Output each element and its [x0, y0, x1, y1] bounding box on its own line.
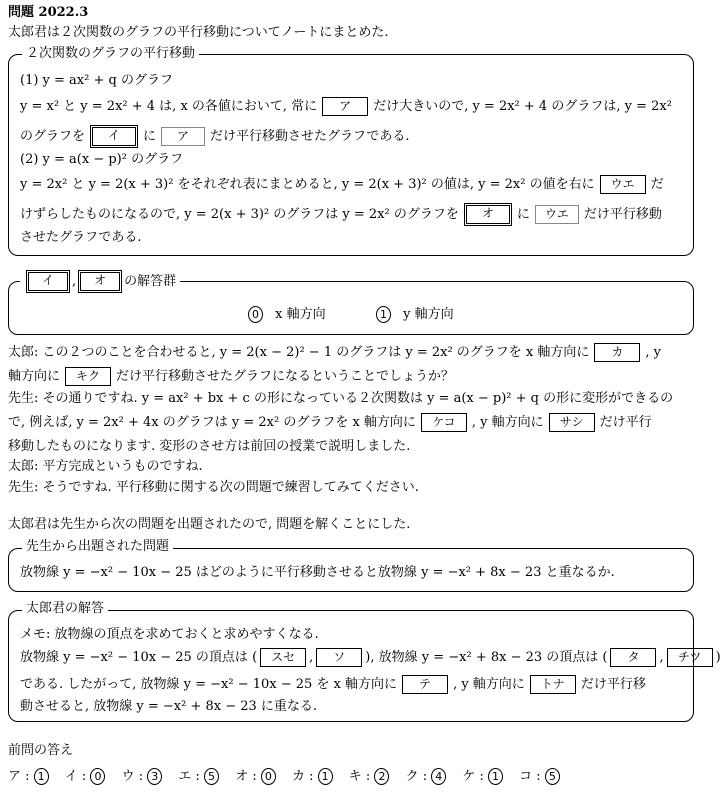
prev-answer-label: ケ : [462, 769, 484, 784]
intro-text: 太郎君は２次関数のグラフの平行移動についてノートにまとめた. [8, 25, 389, 40]
solution-line-2-b: ), 放物線 y = −x² + 8x − 23 の頂点は ( [365, 650, 608, 665]
answer-box-ta[interactable]: タ [610, 648, 656, 667]
solution-line-3-a: である. したがって, 放物線 y = −x² − 10x − 25 を x 軸方向に [20, 677, 398, 692]
prev-answer-value: 0 [90, 768, 105, 785]
dialogue-taro-2-b: だけ平行移動させたグラフになるということでしょうか？ [116, 369, 455, 384]
solution-line-3-c: だけ平行移 [580, 677, 646, 692]
dialogue-sensei-2-b: , y 軸方向に [471, 415, 544, 430]
prev-answer-value: 1 [318, 768, 333, 785]
solution-line-2-a: 放物線 y = −x² − 10x − 25 の頂点は ( [20, 650, 258, 665]
dialogue-taro-3: 太郎: 平方完成というものですね. [8, 459, 203, 474]
note-line-7: させたグラフである. [20, 230, 142, 245]
note-panel-title: ２次関数のグラフの平行移動 [22, 45, 199, 63]
dialogue-sensei-1: 先生: その通りですね. y = ax² + bx + c の形になっている２次関数は y = a(x − p)² + q の形に変形ができるの [8, 391, 674, 406]
choice-0-number: 0 [248, 306, 263, 323]
answer-box-keko[interactable]: ケコ [421, 413, 467, 432]
solution-line-1: メモ: 放物線の頂点を求めておくと求めやすくなる. [20, 627, 319, 642]
dialogue-sensei-2-a: で, 例えば, y = 2x² + 4x のグラフは y = 2x² のグラフを x 軸方向に [8, 415, 416, 430]
note-line-2 [20, 96, 672, 118]
prev-answer-label: カ : [291, 769, 314, 784]
prev-answer-e [178, 769, 219, 784]
answer-box-tona[interactable]: トナ [530, 675, 576, 694]
dialogue-taro-1-a: 太郎: この２つのことを合わせると, y = 2(x − 2)² − 1 のグラフは y = 2x² のグラフを x 軸方向に [8, 345, 590, 360]
solution-line-3-b: , y 軸方向に [453, 677, 525, 692]
answer-box-kiku[interactable]: キク [65, 367, 111, 386]
answer-box-sashi[interactable]: サシ [549, 413, 595, 432]
note-line-5-a: y = 2x² と y = 2(x + 3)² をそれぞれ表にまとめると, y = 2(x + 3)² の値は, y = 2x² の値を右に [20, 177, 595, 192]
prev-answer-value: 1 [34, 768, 49, 785]
solution-comma-1: , [309, 650, 314, 665]
answer-box-te[interactable]: テ [402, 675, 448, 694]
choices-box-o: オ [78, 270, 122, 293]
choices-panel-title [20, 270, 180, 293]
problem-panel-title: 先生から出題された問題 [22, 538, 173, 556]
note-line-1: (1) y = ax² + q のグラフ [20, 73, 173, 88]
prev-answer-label: エ : [178, 769, 200, 784]
solution-comma-2: , [659, 650, 664, 665]
previous-answers-title: 前問の答え [8, 743, 74, 758]
choice-1-number: 1 [376, 306, 391, 323]
prev-answer-label: キ : [348, 769, 371, 784]
note-line-2-b: だけ大きいので, y = 2x² + 4 のグラフは, y = 2x² [373, 99, 672, 114]
note-line-5 [20, 174, 664, 196]
choice-0-text: x 軸方向 [275, 307, 326, 322]
choice-1-text: y 軸方向 [403, 307, 454, 322]
prev-answer-value: 3 [147, 768, 162, 785]
prev-answer-ko [519, 769, 560, 784]
dialogue-sensei-3: 移動したものになります. 変形のさせ方は前回の授業で説明しました. [8, 439, 411, 454]
dialogue-sensei-2-c: だけ平行 [599, 415, 652, 430]
prev-answer-label: イ : [64, 769, 87, 784]
previous-answers-row [8, 766, 572, 788]
prev-answer-label: ア : [8, 769, 30, 784]
dialogue-sensei-2 [8, 412, 652, 434]
prev-answer-label: オ : [235, 769, 257, 784]
choices-title-text: の解答群 [124, 274, 177, 289]
prev-answer-ke [462, 769, 503, 784]
solution-line-2 [20, 647, 721, 669]
answer-box-ue-ref: ウエ [535, 205, 579, 224]
prev-answer-a [8, 769, 49, 784]
prev-answer-ku [406, 769, 447, 784]
prev-answer-value: 2 [374, 768, 389, 785]
prev-answer-label: ク : [405, 769, 428, 784]
choices-box-i: イ [26, 270, 70, 293]
answer-box-so[interactable]: ソ [316, 648, 362, 667]
note-line-3-c: だけ平行移動させたグラフである. [210, 129, 410, 144]
answer-box-a-ref: ア [161, 127, 205, 146]
answer-box-a[interactable]: ア [322, 97, 368, 116]
choices-sep: , [72, 274, 77, 289]
note-line-3-b: に [143, 129, 157, 144]
note-line-3 [20, 125, 410, 147]
dialogue-taro-2-a: 軸方向に [8, 369, 61, 384]
answer-box-o[interactable]: オ [464, 203, 512, 226]
answer-box-i[interactable]: イ [90, 125, 138, 148]
prev-answer-value: 5 [545, 768, 560, 785]
lead-text: 太郎君は先生から次の問題を出題されたので, 問題を解くことにした. [8, 517, 411, 532]
dialogue-sensei-4: 先生: そうですね. 平行移動に関する次の問題で練習してみてください. [8, 480, 419, 495]
problem-title: 問題 2022.3 [8, 5, 89, 20]
prev-answer-label: コ : [519, 769, 541, 784]
answer-box-ue[interactable]: ウエ [600, 175, 646, 194]
note-line-5-b: だ [650, 177, 664, 192]
prev-answer-u [122, 769, 163, 784]
dialogue-taro-1-b: , y [645, 345, 662, 360]
note-line-6-c: だけ平行移動 [583, 207, 662, 222]
choice-y-axis[interactable] [376, 304, 454, 326]
prev-answer-value: 0 [261, 768, 276, 785]
prev-answer-value: 5 [204, 768, 219, 785]
prev-answer-label: ウ : [121, 769, 144, 784]
note-line-2-a: y = x² と y = 2x² + 4 は, x の各値において, 常に [20, 99, 318, 114]
note-line-6-b: に [516, 207, 530, 222]
dialogue-taro-1 [8, 342, 661, 364]
prev-answer-o [235, 769, 276, 784]
note-line-4: (2) y = a(x − p)² のグラフ [20, 152, 184, 167]
prev-answer-ka [292, 769, 333, 784]
answer-box-chitsu[interactable]: チツ [667, 648, 713, 667]
prev-answer-value: 4 [431, 768, 446, 785]
choice-x-axis[interactable] [248, 304, 326, 326]
solution-line-4: 動させると, 放物線 y = −x² + 8x − 23 に重なる. [20, 699, 318, 714]
prev-answer-i [65, 769, 106, 784]
problem-text: 放物線 y = −x² − 10x − 25 はどのように平行移動させると放物線 y = −x² + 8x − 23 と重なるか. [20, 565, 615, 580]
note-line-3-a: のグラフを [20, 129, 86, 144]
note-line-6 [20, 203, 662, 225]
solution-panel-title: 太郎君の解答 [22, 600, 108, 618]
solution-line-3 [20, 674, 646, 696]
prev-answer-value: 1 [488, 768, 503, 785]
solution-close-paren: ) [715, 650, 721, 665]
answer-box-suse[interactable]: スセ [260, 648, 306, 667]
note-line-6-a: けずらしたものになるので, y = 2(x + 3)² のグラフは y = 2x² のグラフを [20, 207, 459, 222]
dialogue-taro-2 [8, 366, 454, 388]
prev-answer-ki [349, 769, 390, 784]
answer-box-ka[interactable]: カ [594, 343, 640, 362]
